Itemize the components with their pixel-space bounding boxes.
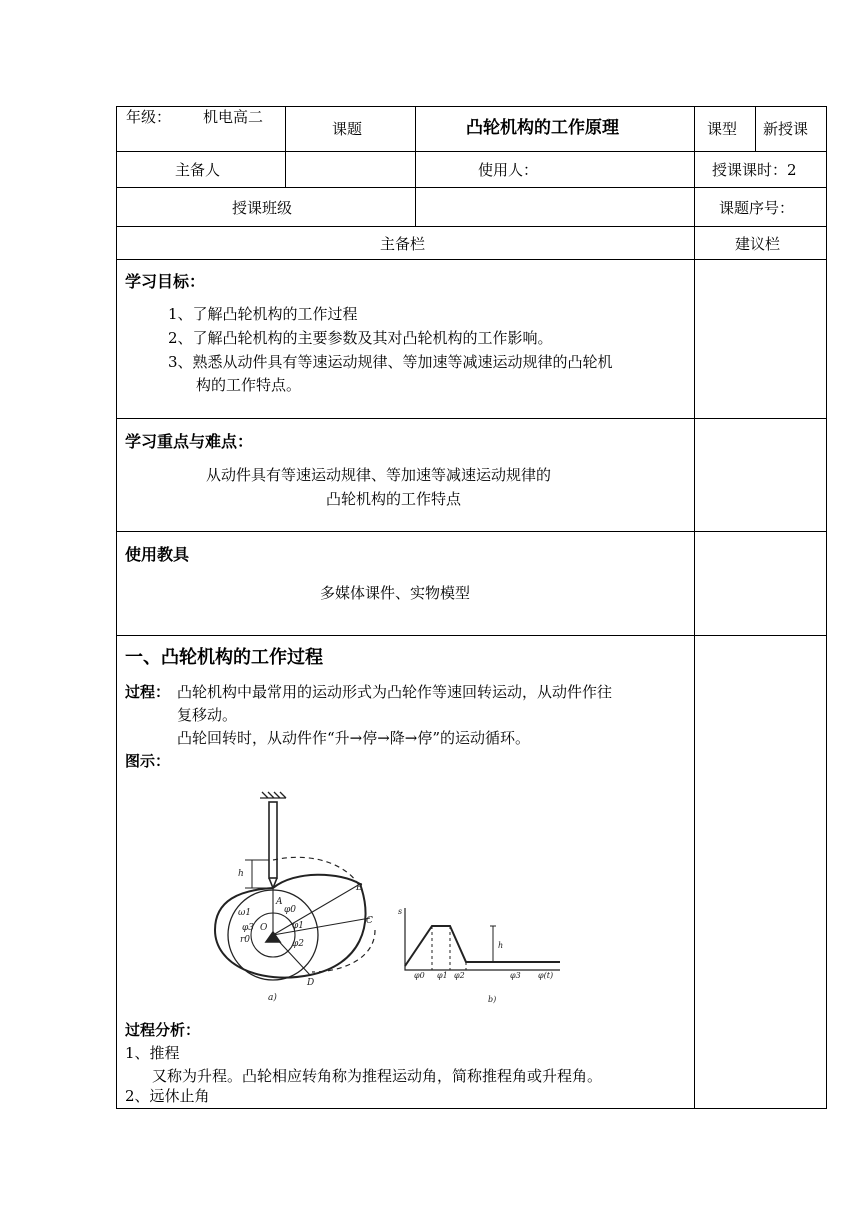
keypoints-heading: 学习重点与难点： <box>125 432 254 451</box>
class-value-cell <box>415 187 695 227</box>
tools-heading: 使用教具 <box>125 545 190 564</box>
label-phi1: φ1 <box>292 921 305 931</box>
follower-guide-hatch <box>260 792 286 798</box>
item1-title: 1、推程 <box>125 1044 180 1062</box>
figure-label: 图示： <box>125 752 171 770</box>
cam-mechanism-figure <box>200 780 570 1015</box>
process-line-2: 复移动。 <box>177 706 238 724</box>
tools-suggest-cell <box>694 531 827 636</box>
follower-rod <box>269 802 277 878</box>
label-C: C <box>366 916 373 926</box>
section1-heading: 一、凸轮机构的工作过程 <box>125 647 323 668</box>
label-phi-t: φ(t) <box>538 971 554 980</box>
keypoints-suggest-cell <box>694 418 827 532</box>
label-h-b: h <box>498 941 504 950</box>
preparer-value-cell <box>285 151 416 188</box>
analysis-label: 过程分析： <box>125 1021 201 1039</box>
grade-value: 机电高二 <box>203 108 264 126</box>
label-a: a) <box>268 993 277 1003</box>
label-A: A <box>276 897 283 907</box>
tools-text: 多媒体课件、实物模型 <box>320 584 471 602</box>
base-circle-outer <box>312 930 375 972</box>
process-line-3: 凸轮回转时，从动件作“升→停→降→停”的运动循环。 <box>177 729 531 747</box>
grade-label: 年级： <box>126 108 172 126</box>
label-B: B <box>356 883 363 893</box>
label-b: b) <box>488 995 497 1004</box>
label-h: h <box>238 869 244 879</box>
topic-label: 课题 <box>332 120 363 138</box>
label-phi3: φ3 <box>242 923 255 933</box>
goal-item-1: 1、了解凸轮机构的工作过程 <box>168 305 358 323</box>
goals-heading: 学习目标： <box>125 272 206 291</box>
topic-no-label: 课题序号： <box>719 199 795 217</box>
preparer-label: 主备人 <box>175 161 221 179</box>
type-label: 课型 <box>707 120 738 138</box>
h-dimension <box>245 860 269 888</box>
s-axis <box>405 908 560 970</box>
label-r0: r0 <box>240 935 251 945</box>
main-col-label: 主备栏 <box>380 235 426 253</box>
keypoints-line-1: 从动件具有等速运动规律、等加速等减速运动规律的 <box>206 466 552 484</box>
label-O: O <box>260 923 268 933</box>
label-phi1-b: φ1 <box>437 971 448 980</box>
goal-item-3: 3、熟悉从动件具有等速运动规律、等加速等减速运动规律的凸轮机 <box>168 353 613 371</box>
section1-suggest-cell <box>694 635 827 1109</box>
label-phi2: φ2 <box>292 939 305 949</box>
label-phi2-b: φ2 <box>454 971 465 980</box>
label-phi0-b: φ0 <box>414 971 425 980</box>
h-dimension-b <box>490 926 496 962</box>
displacement-curve <box>405 926 560 966</box>
user-cell <box>415 151 695 188</box>
item2-title: 2、远休止角 <box>125 1087 210 1105</box>
item1-text: 又称为升程。凸轮相应转角称为推程运动角，简称推程角或升程角。 <box>152 1067 603 1085</box>
process-line-1: 凸轮机构中最常用的运动形式为凸轮作等速回转运动，从动件作往 <box>177 683 613 701</box>
label-phi3-b: φ3 <box>510 971 521 980</box>
hours-label: 授课课时：2 <box>712 161 797 179</box>
process-label: 过程： <box>125 683 171 701</box>
keypoints-line-2: 凸轮机构的工作特点 <box>326 490 462 508</box>
suggest-col-label: 建议栏 <box>735 235 781 253</box>
label-D: D <box>307 978 315 988</box>
phase-dividers <box>432 926 466 970</box>
goals-suggest-cell <box>694 259 827 419</box>
label-s: s <box>398 907 403 916</box>
label-omega1: ω1 <box>238 908 252 918</box>
goal-item-3-cont: 构的工作特点。 <box>196 376 302 394</box>
class-label: 授课班级 <box>232 199 293 217</box>
goal-item-2: 2、了解凸轮机构的主要参数及其对凸轮机构的工作影响。 <box>168 329 553 347</box>
pivot-base <box>266 932 280 942</box>
user-label: 使用人： <box>478 161 539 179</box>
topic-value: 凸轮机构的工作原理 <box>466 118 619 138</box>
label-phi0: φ0 <box>284 905 297 915</box>
type-value: 新授课 <box>763 120 809 138</box>
